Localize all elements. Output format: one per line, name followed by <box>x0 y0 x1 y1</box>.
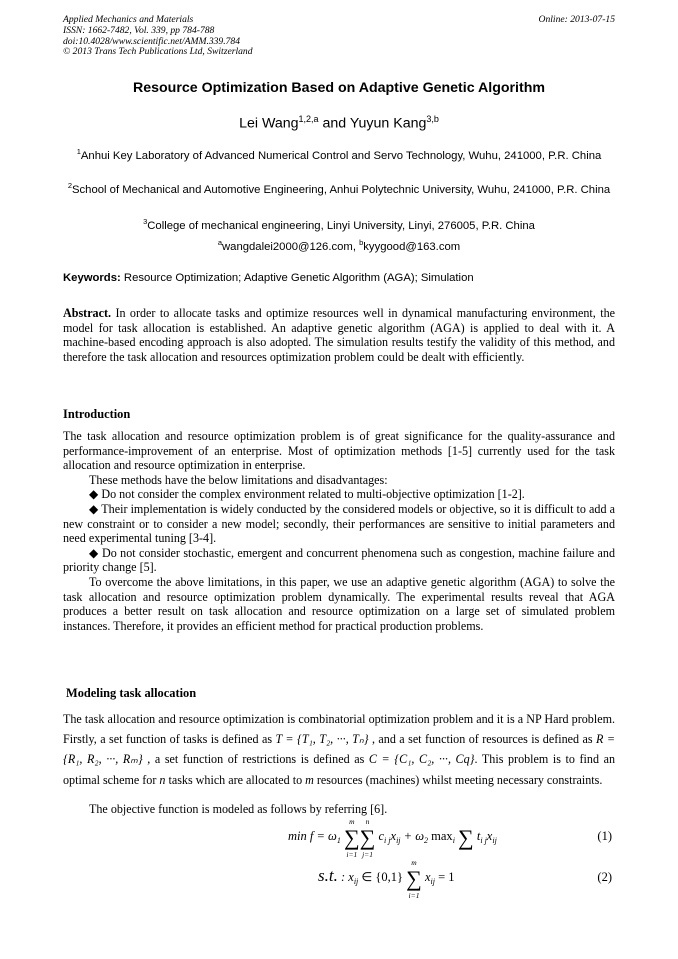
introduction-body <box>63 429 615 633</box>
intro-paragraph-1: The task allocation and resource optimization problem is of great significance for the quality-assurance and performance-improvement of an enterprise. Most of optimization methods [1-5] currently used for the task allocation and resource optimization in enterprise. <box>63 429 615 473</box>
affiliation-2-mark: 2 <box>67 181 72 190</box>
affiliation-1 <box>63 145 615 164</box>
affiliation-1-mark: 1 <box>76 147 81 156</box>
affiliation-3-text: College of mechanical engineering, Linyi University, Linyi, 276005, P.R. China <box>147 219 535 232</box>
intro-bullet-2 <box>63 502 615 546</box>
eq2-st: s.t. <box>318 866 338 885</box>
modeling-text-e: tasks which are allocated to <box>165 772 306 787</box>
bullet-3-text: Do not consider stochastic, emergent and concurrent phenomena such as congestion, machine failure and priority change [5]. <box>63 545 615 575</box>
introduction-heading: Introduction <box>63 407 131 421</box>
eq1-sum2-lower: j=1 <box>362 849 373 859</box>
affiliation-1-text: Anhui Key Laboratory of Advanced Numerical Control and Servo Technology, Wuhu, 241000, P.R. China <box>80 149 602 162</box>
journal-copyright: © 2013 Trans Tech Publications Ltd, Switzerland <box>63 46 253 58</box>
intro-paragraph-3: To overcome the above limitations, in this paper, we use an adaptive genetic algorithm (AGA) to solve the task allocation and resource optimization problem dynamically. The experimental results reveal that AGA produces a better result on task allocation and resource optimization on a large set of simulated problem instances. Therefore, it provides an efficient method for practical production problems. <box>63 574 615 633</box>
modeling-heading: Modeling task allocation <box>66 686 197 700</box>
equation-2 <box>318 858 455 900</box>
equation-2-number: (2) <box>597 870 612 884</box>
author-2-affil: 3,b <box>426 114 439 124</box>
eq1-t-sub: i j <box>480 836 487 845</box>
modeling-text-c: , a set function of restrictions is defined as <box>142 752 369 767</box>
journal-name: Applied Mechanics and Materials <box>63 14 194 25</box>
eq1-c-sub: i j <box>384 836 391 845</box>
eq1-x2-sub: ij <box>492 836 497 845</box>
bullet-1-text: Do not consider the complex environment related to multi-objective optimization [1-2]. <box>98 487 525 502</box>
intro-bullet-1 <box>63 487 615 502</box>
sum-icon: ∑ <box>458 825 474 850</box>
eq1-max-sub: i <box>452 836 455 845</box>
eq2-x: : x <box>337 870 354 884</box>
email-a: wangdalei2000@126.com, <box>222 240 360 253</box>
journal-header <box>63 15 615 58</box>
keywords-label: Keywords: <box>63 272 121 284</box>
online-date: Online: 2013-07-15 <box>538 14 615 25</box>
bullet-diamond-icon: ◆ <box>89 545 99 560</box>
var-n: n <box>159 772 166 787</box>
keywords-text: Resource Optimization; Adaptive Genetic Algorithm (AGA); Simulation <box>120 272 474 284</box>
bullet-diamond-icon: ◆ <box>89 501 99 516</box>
eq1-lhs: min f = ω <box>288 829 337 843</box>
abstract <box>63 306 615 364</box>
eq1-x2: x <box>486 829 493 843</box>
author-line <box>63 114 615 132</box>
equation-1-number: (1) <box>597 829 612 843</box>
eq1-plus-w: + ω <box>400 829 425 843</box>
modeling-text-b: , and a set function of resources is defined as <box>368 732 597 747</box>
abstract-label: Abstract. <box>63 306 112 320</box>
author-2: Yuyun Kang <box>349 115 427 132</box>
set-r-expression: R = {R₁, R₂, ···, Rₘ} <box>63 732 615 767</box>
var-m: m <box>305 772 314 787</box>
author-1-affil: 1,2,a <box>298 114 319 124</box>
eq2-x2: x <box>424 870 431 884</box>
journal-issn: ISSN: 1662-7482, Vol. 339, pp 784-788 <box>63 24 215 36</box>
eq1-w2-sub: 2 <box>424 836 429 845</box>
sum-icon: ∑ n j=1 <box>359 817 376 859</box>
author-and: and <box>318 115 350 132</box>
email-b: kyygood@163.com <box>363 240 461 253</box>
modeling-text-a: The task allocation and resource optimization is combinatorial optimization problem and it is a NP Hard problem. Firstly, a set function of tasks is defined as <box>63 712 615 747</box>
set-t-expression: T = {T₁, T₂, ···, Tₙ} <box>275 732 369 747</box>
eq2-sum-lower: i=1 <box>408 890 420 900</box>
email-a-mark: a <box>217 238 223 247</box>
bullet-diamond-icon: ◆ <box>89 487 99 502</box>
equation-1 <box>288 817 497 859</box>
modeling-text-f: resources (machines) whilst meeting necessary constraints. <box>313 772 603 787</box>
author-1: Lei Wang <box>239 115 299 132</box>
affiliation-2 <box>63 179 615 198</box>
abstract-text: In order to allocate tasks and optimize resources well in dynamical manufacturing environment, the model for task allocation is established. An adaptive genetic algorithm (AGA) is applied to deal with it. A machine-based encoding approach is also adopted. The simulation results testify the validity of this method, and therefore the task allocation and resources optimization problem could be dealt with efficiently. <box>63 306 615 364</box>
eq1-sum2-upper: n <box>365 817 370 826</box>
journal-doi: doi:10.4028/www.scientific.net/AMM.339.784 <box>63 35 241 47</box>
affiliation-3-mark: 3 <box>143 217 148 226</box>
eq1-max: max <box>428 829 453 843</box>
sum-icon: ∑ m i=1 <box>406 858 422 900</box>
modeling-text-d: . This problem is to find an optimal scheme for <box>63 752 616 787</box>
intro-paragraph-2: These methods have the below limitations and disadvantages: <box>89 472 388 487</box>
eq1-c: c <box>378 829 385 843</box>
eq1-w1-sub: 1 <box>336 836 341 845</box>
eq2-x2-sub: ij <box>430 877 435 886</box>
intro-bullet-3 <box>63 546 615 575</box>
eq2-x-sub: ij <box>353 877 359 886</box>
keywords <box>63 272 615 284</box>
sum-icon: ∑ m i=1 <box>343 817 360 859</box>
eq1-x1: x <box>390 829 397 843</box>
paper-title: Resource Optimization Based on Adaptive Genetic Algorithm <box>132 80 546 96</box>
eq2-sum-upper: m <box>411 858 417 867</box>
eq1-t: t <box>476 829 481 843</box>
bullet-2-text: Their implementation is widely conducted by the considered models or objective, so it is difficult to add a new constraint or to consider a new model; secondly, their performances are sensitive to initial parameters and need experimental tuning [3-4]. <box>63 501 615 546</box>
eq1-sum1-upper: m <box>349 817 355 826</box>
email-b-mark: b <box>359 238 364 247</box>
set-c-expression: C = {C₁, C₂, ···, Cq} <box>368 752 475 767</box>
affiliation-3 <box>63 215 615 234</box>
modeling-paragraph-1 <box>63 709 615 790</box>
author-emails <box>63 236 615 255</box>
eq1-sum1-lower: i=1 <box>346 849 358 859</box>
eq2-equals: = 1 <box>434 870 455 884</box>
eq2-in-set: ∈ {0,1} <box>358 870 404 884</box>
affiliation-2-text: School of Mechanical and Automotive Engineering, Anhui Polytechnic University, Wuhu, 241000, P.R. China <box>71 183 611 196</box>
eq1-x1-sub: ij <box>396 836 401 845</box>
modeling-paragraph-2: The objective function is modeled as follows by referring [6]. <box>89 802 388 816</box>
